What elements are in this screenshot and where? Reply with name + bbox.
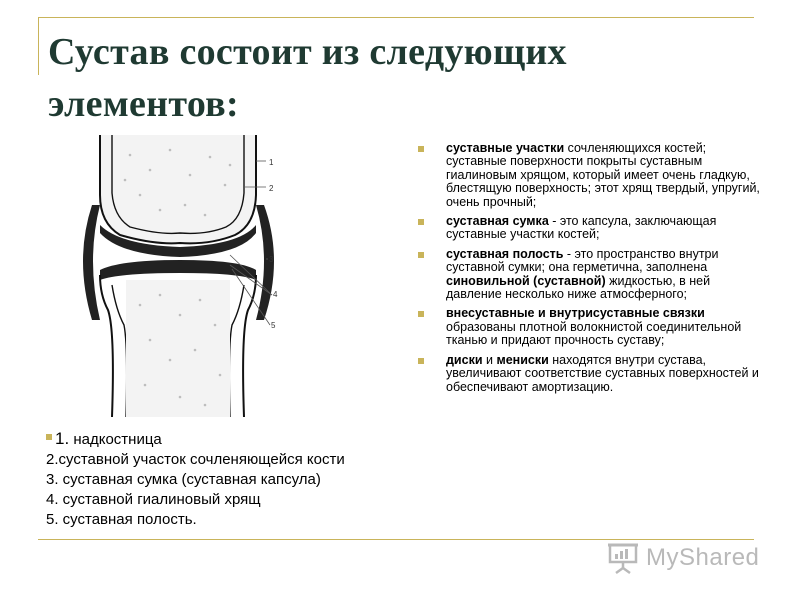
myshared-logo [604,537,769,577]
joint-diagram [60,135,300,417]
capsule-left [83,205,100,320]
callout-1: 1 [269,158,274,167]
legend-item-4: 4. суставной гиалиновый хрящ [46,491,261,508]
top-rule [38,17,754,18]
legend-item-3: 3. суставная сумка (суставная капсула) [46,471,321,488]
description: образованы плотной волокнистой соединительной тканью и придают прочность суставу; [446,319,742,348]
term: суставная сумка [446,214,549,229]
diagram-legend [46,429,406,530]
left-rule [38,17,39,75]
bullet-icon [418,358,424,364]
presentation-board-icon [606,541,644,575]
bullet-icon [418,146,424,152]
description: сочленяющихся костей; суставные поверхности покрыты суставным гиалиновым хрящом, который имеет очень гладкую, блестящую поверхность; этот хрящ твердый, упругий, очень прочный; [446,141,760,209]
term: мениски [496,352,549,367]
legend-item-2: 2.суставной участок сочленяющейся кости [46,451,345,468]
bullet-icon [418,252,424,258]
upper-bone-outline [100,135,256,243]
term: диски [446,352,483,367]
description: и [482,352,497,367]
description: - это капсула, заключающая суставные участки костей; [446,214,717,242]
logo-text: MyShared [646,544,760,571]
legend-bullet [46,434,52,440]
slide-title: Сустав состоит из следующих элементов: [48,31,567,125]
description: жидкостью, в ней давление несколько ниже атмосферного; [446,273,711,302]
term: синовильной (суставной) [446,273,606,288]
list-item [418,215,768,242]
description: - это пространство внутри суставной сумки; она герметична, заполнена [446,246,719,275]
callout-4: 4 [273,290,278,299]
term: внесуставные и внутрисуставные связки [446,306,705,321]
legend-item-5: 5. суставная полость. [46,511,197,528]
legend-item-1 [46,429,406,450]
list-item [418,307,768,347]
callout-2: 2 [269,184,274,193]
legend-text: надкостница [69,431,162,448]
bullet-icon [418,219,424,225]
list-item [418,354,768,394]
term: суставная полость [446,246,564,261]
callout-3: 3 [269,255,274,264]
description: находятся внутри сустава, увеличивают соответствие суставных поверхностей и обеспечивают амортизацию. [446,352,759,394]
term: суставные участки [446,141,565,155]
legend-number: 1. [55,429,70,448]
joint-elements-list [418,142,768,400]
callout-5: 5 [271,321,276,330]
list-item [418,142,768,209]
bullet-icon [418,311,424,317]
list-item [418,248,768,302]
